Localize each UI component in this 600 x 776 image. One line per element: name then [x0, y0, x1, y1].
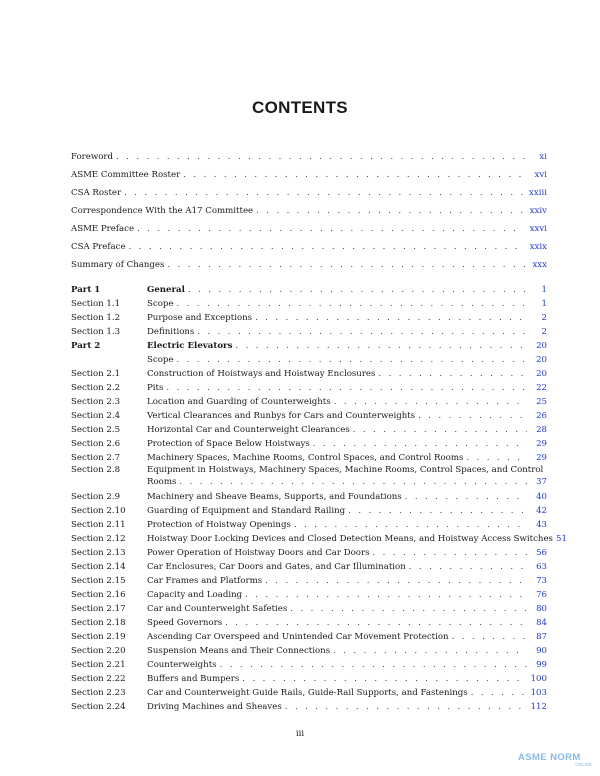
section-number: Section 2.3 — [71, 397, 121, 407]
section-number: Section 1.1 — [71, 299, 121, 309]
dot-leader — [378, 369, 527, 380]
toc-page-link[interactable]: 29 — [536, 439, 547, 449]
dot-leader — [166, 383, 527, 394]
section-title: Ascending Car Overspeed and Unintended Car Movement Protection — [147, 632, 449, 642]
toc-entry-section-2-3[interactable] — [71, 397, 547, 408]
section-title: Speed Governors — [147, 618, 223, 628]
section-title-line2: Rooms — [147, 477, 177, 487]
dot-leader — [220, 660, 527, 671]
toc-page-link[interactable]: 2 — [541, 327, 547, 337]
section-number: Section 2.16 — [71, 590, 126, 600]
section-number: Section 2.6 — [71, 439, 121, 449]
section-number: Section 2.10 — [71, 506, 126, 516]
toc-entry-section-2-9[interactable] — [71, 492, 547, 503]
toc-entry-part-2[interactable] — [71, 341, 547, 352]
section-title: Car and Counterweight Guide Rails, Guide-Rail Supports, and Fastenings — [147, 688, 468, 698]
toc-entry-section-2-17[interactable] — [71, 604, 547, 615]
section-title: Hoistway Door Locking Devices and Closed Detection Means, and Hoistway Access Switches — [147, 534, 553, 544]
section-title: Buffers and Bumpers — [147, 674, 240, 684]
toc-entry-section-2-24[interactable] — [71, 702, 547, 713]
toc-entry-section-2-4[interactable] — [71, 411, 547, 422]
toc-page-link[interactable]: 73 — [536, 576, 547, 586]
toc-entry-part-1[interactable] — [71, 285, 547, 296]
section-number: Section 2.11 — [71, 520, 126, 530]
section-title: Car Enclosures, Car Doors and Gates, and Car Illumination — [147, 562, 406, 572]
dot-leader — [294, 520, 527, 531]
toc-page-link[interactable]: 76 — [536, 590, 547, 600]
toc-page-link[interactable]: 103 — [530, 688, 547, 698]
toc-entry-section-1-1[interactable] — [71, 299, 547, 310]
dot-leader — [405, 492, 527, 503]
dot-leader — [418, 411, 527, 422]
toc-page-link[interactable]: 90 — [536, 646, 547, 656]
toc-page-link[interactable]: 22 — [536, 383, 547, 393]
dot-leader — [452, 632, 527, 643]
section-number: Section 2.24 — [71, 702, 126, 712]
section-title: Machinery and Sheave Beams, Supports, and Foundations — [147, 492, 402, 502]
dot-leader — [409, 562, 527, 573]
toc-page-link[interactable]: 43 — [536, 520, 547, 530]
toc-entry-section-2-5[interactable] — [71, 425, 547, 436]
toc-entry-section-2-16[interactable] — [71, 590, 547, 601]
section-title: Counterweights — [147, 660, 217, 670]
toc-page-link[interactable]: 26 — [536, 411, 547, 421]
section-title: Definitions — [147, 327, 195, 337]
toc-page-link[interactable]: 1 — [541, 285, 547, 295]
section-title: Horizontal Car and Counterweight Clearances — [147, 425, 350, 435]
toc-page-link[interactable]: 37 — [536, 477, 547, 487]
dot-leader — [290, 604, 527, 615]
dot-leader — [245, 590, 527, 601]
toc-page-link[interactable]: 28 — [536, 425, 547, 435]
toc-entry-label: CSA Roster — [71, 188, 122, 198]
section-number: Section 2.1 — [71, 369, 121, 379]
section-title: Driving Machines and Sheaves — [147, 702, 282, 712]
section-title: Guarding of Equipment and Standard Railing — [147, 506, 346, 516]
page-number: iii — [295, 729, 305, 739]
section-number: Section 1.3 — [71, 327, 121, 337]
dot-leader — [265, 576, 527, 587]
watermark-text: ASME NORM — [518, 752, 581, 763]
dot-leader — [176, 299, 527, 310]
section-number: Section 2.15 — [71, 576, 126, 586]
section-number: Section 2.20 — [71, 646, 126, 656]
toc-page-link[interactable]: 25 — [536, 397, 547, 407]
dot-leader — [255, 313, 527, 324]
section-number: Section 2.14 — [71, 562, 126, 572]
dot-leader — [348, 506, 527, 517]
toc-entry-section-2-18[interactable] — [71, 618, 547, 629]
section-number: Section 2.23 — [71, 688, 126, 698]
toc-page-link[interactable]: xvi — [534, 170, 547, 180]
toc-page-link[interactable]: 51 — [556, 534, 567, 544]
section-title: Scope — [147, 355, 174, 365]
watermark-subtext: ONLINE — [575, 762, 592, 767]
dot-leader — [176, 355, 527, 366]
section-title: Protection of Space Below Hoistways — [147, 439, 310, 449]
section-title: Machinery Spaces, Machine Rooms, Control Spaces, and Control Rooms — [147, 453, 464, 463]
toc-entry-label: Correspondence With the A17 Committee — [71, 206, 254, 216]
toc-page-link[interactable]: 1 — [541, 299, 547, 309]
toc-page-link[interactable]: 100 — [530, 674, 547, 684]
toc-page-link[interactable]: xxiv — [529, 206, 547, 216]
toc-entry-section-2-2[interactable] — [71, 383, 547, 394]
dot-leader — [285, 702, 525, 713]
section-title: Power Operation of Hoistway Doors and Car Doors — [147, 548, 370, 558]
toc-entry-section-1-2[interactable] — [71, 313, 547, 324]
toc-entry-label: Summary of Changes — [71, 260, 165, 270]
section-number: Part 1 — [71, 285, 101, 295]
toc-page-link[interactable]: xxiii — [529, 188, 547, 198]
dot-leader — [235, 341, 527, 352]
toc-entry-label: ASME Committee Roster — [71, 170, 181, 180]
toc-entry-section-2-22[interactable] — [71, 674, 547, 685]
toc-page-link[interactable]: 20 — [536, 369, 547, 379]
section-number: Section 2.21 — [71, 660, 126, 670]
dot-leader — [225, 618, 527, 629]
section-title: Suspension Means and Their Connections — [147, 646, 331, 656]
section-number: Part 2 — [71, 341, 101, 351]
dot-leader — [466, 453, 527, 464]
dot-leader — [333, 646, 527, 657]
toc-entry-section-2-19[interactable] — [71, 632, 547, 643]
section-title: Vertical Clearances and Runbys for Cars and Counterweights — [147, 411, 416, 421]
dot-leader — [197, 327, 527, 338]
watermark-logo — [518, 752, 592, 770]
toc-page-link[interactable]: xxix — [529, 242, 547, 252]
toc-page-link[interactable]: 40 — [536, 492, 547, 502]
toc-page-link[interactable]: 99 — [536, 660, 547, 670]
toc-entry-section-2-13[interactable] — [71, 548, 547, 559]
section-title: Location and Guarding of Counterweights — [147, 397, 331, 407]
section-number: Section 2.4 — [71, 411, 121, 421]
toc-page-link[interactable]: 20 — [536, 355, 547, 365]
toc-entry-section-2-12[interactable] — [71, 534, 567, 545]
section-number: Section 2.18 — [71, 618, 126, 628]
section-number: Section 2.7 — [71, 453, 121, 463]
toc-entry-part-2-scope[interactable] — [71, 355, 547, 366]
dot-leader — [353, 425, 527, 436]
dot-leader — [373, 548, 527, 559]
toc-page-link[interactable]: 29 — [536, 453, 547, 463]
toc-page-link[interactable]: 112 — [530, 702, 547, 712]
section-number: Section 2.22 — [71, 674, 126, 684]
toc-page-link[interactable]: 80 — [536, 604, 547, 614]
section-number: Section 2.17 — [71, 604, 126, 614]
toc-page-link[interactable]: 42 — [536, 506, 547, 516]
section-number: Section 1.2 — [71, 313, 121, 323]
section-number: Section 2.9 — [71, 492, 121, 502]
section-title: Car Frames and Platforms — [147, 576, 263, 586]
toc-entry-section-2-23[interactable] — [71, 688, 547, 699]
section-number: Section 2.19 — [71, 632, 126, 642]
toc-entry-section-2-20[interactable] — [71, 646, 547, 657]
toc-page-link[interactable]: xxx — [532, 260, 547, 270]
dot-leader — [471, 688, 525, 699]
toc-page-link[interactable]: 87 — [536, 632, 547, 642]
toc-entry-section-2-6[interactable] — [71, 439, 547, 450]
dot-leader — [313, 439, 527, 450]
section-title: Construction of Hoistways and Hoistway Enclosures — [147, 369, 376, 379]
toc-entry-section-2-15[interactable] — [71, 576, 547, 587]
dot-leader — [242, 674, 524, 685]
toc-entry-section-1-3[interactable] — [71, 327, 547, 338]
toc-page-link[interactable]: xi — [539, 152, 547, 162]
toc-entry-section-2-21[interactable] — [71, 660, 547, 671]
section-title-line1: Equipment in Hoistways, Machinery Spaces, Machine Rooms, Control Spaces, and Control — [147, 465, 544, 475]
dot-leader — [188, 285, 527, 296]
toc-entry-label: CSA Preface — [71, 242, 126, 252]
toc-page-link[interactable]: 84 — [536, 618, 547, 628]
page-title: CONTENTS — [252, 98, 348, 117]
toc-entry-section-2-7[interactable] — [71, 453, 547, 464]
section-title: Scope — [147, 299, 174, 309]
section-title: Electric Elevators — [147, 341, 233, 351]
toc-page-link[interactable]: xxvi — [529, 224, 547, 234]
section-title: General — [147, 285, 185, 295]
toc-entry-section-2-8[interactable] — [71, 465, 547, 488]
toc-entry-section-2-1[interactable] — [71, 369, 547, 380]
toc-entry-section-2-10[interactable] — [71, 506, 547, 517]
section-title: Protection of Hoistway Openings — [147, 520, 291, 530]
section-number: Section 2.12 — [71, 534, 126, 544]
section-title: Capacity and Loading — [147, 590, 243, 600]
toc-entry-label: Foreword — [71, 152, 113, 162]
section-number: Section 2.2 — [71, 383, 121, 393]
section-number: Section 2.5 — [71, 425, 121, 435]
toc-page-link[interactable]: 2 — [541, 313, 547, 323]
toc-entry-label: ASME Preface — [71, 224, 135, 234]
toc-page-link[interactable]: 63 — [536, 562, 547, 572]
section-title: Pits — [147, 383, 164, 393]
section-number: Section 2.8 — [71, 465, 121, 475]
dot-leader — [179, 477, 527, 488]
toc-page-link[interactable]: 56 — [536, 548, 547, 558]
toc-entry-section-2-14[interactable] — [71, 562, 547, 573]
section-number: Section 2.13 — [71, 548, 126, 558]
section-title: Purpose and Exceptions — [147, 313, 253, 323]
toc-entry-section-2-11[interactable] — [71, 520, 547, 531]
toc-page-link[interactable]: 20 — [536, 341, 547, 351]
section-title: Car and Counterweight Safeties — [147, 604, 288, 614]
dot-leader — [334, 397, 527, 408]
